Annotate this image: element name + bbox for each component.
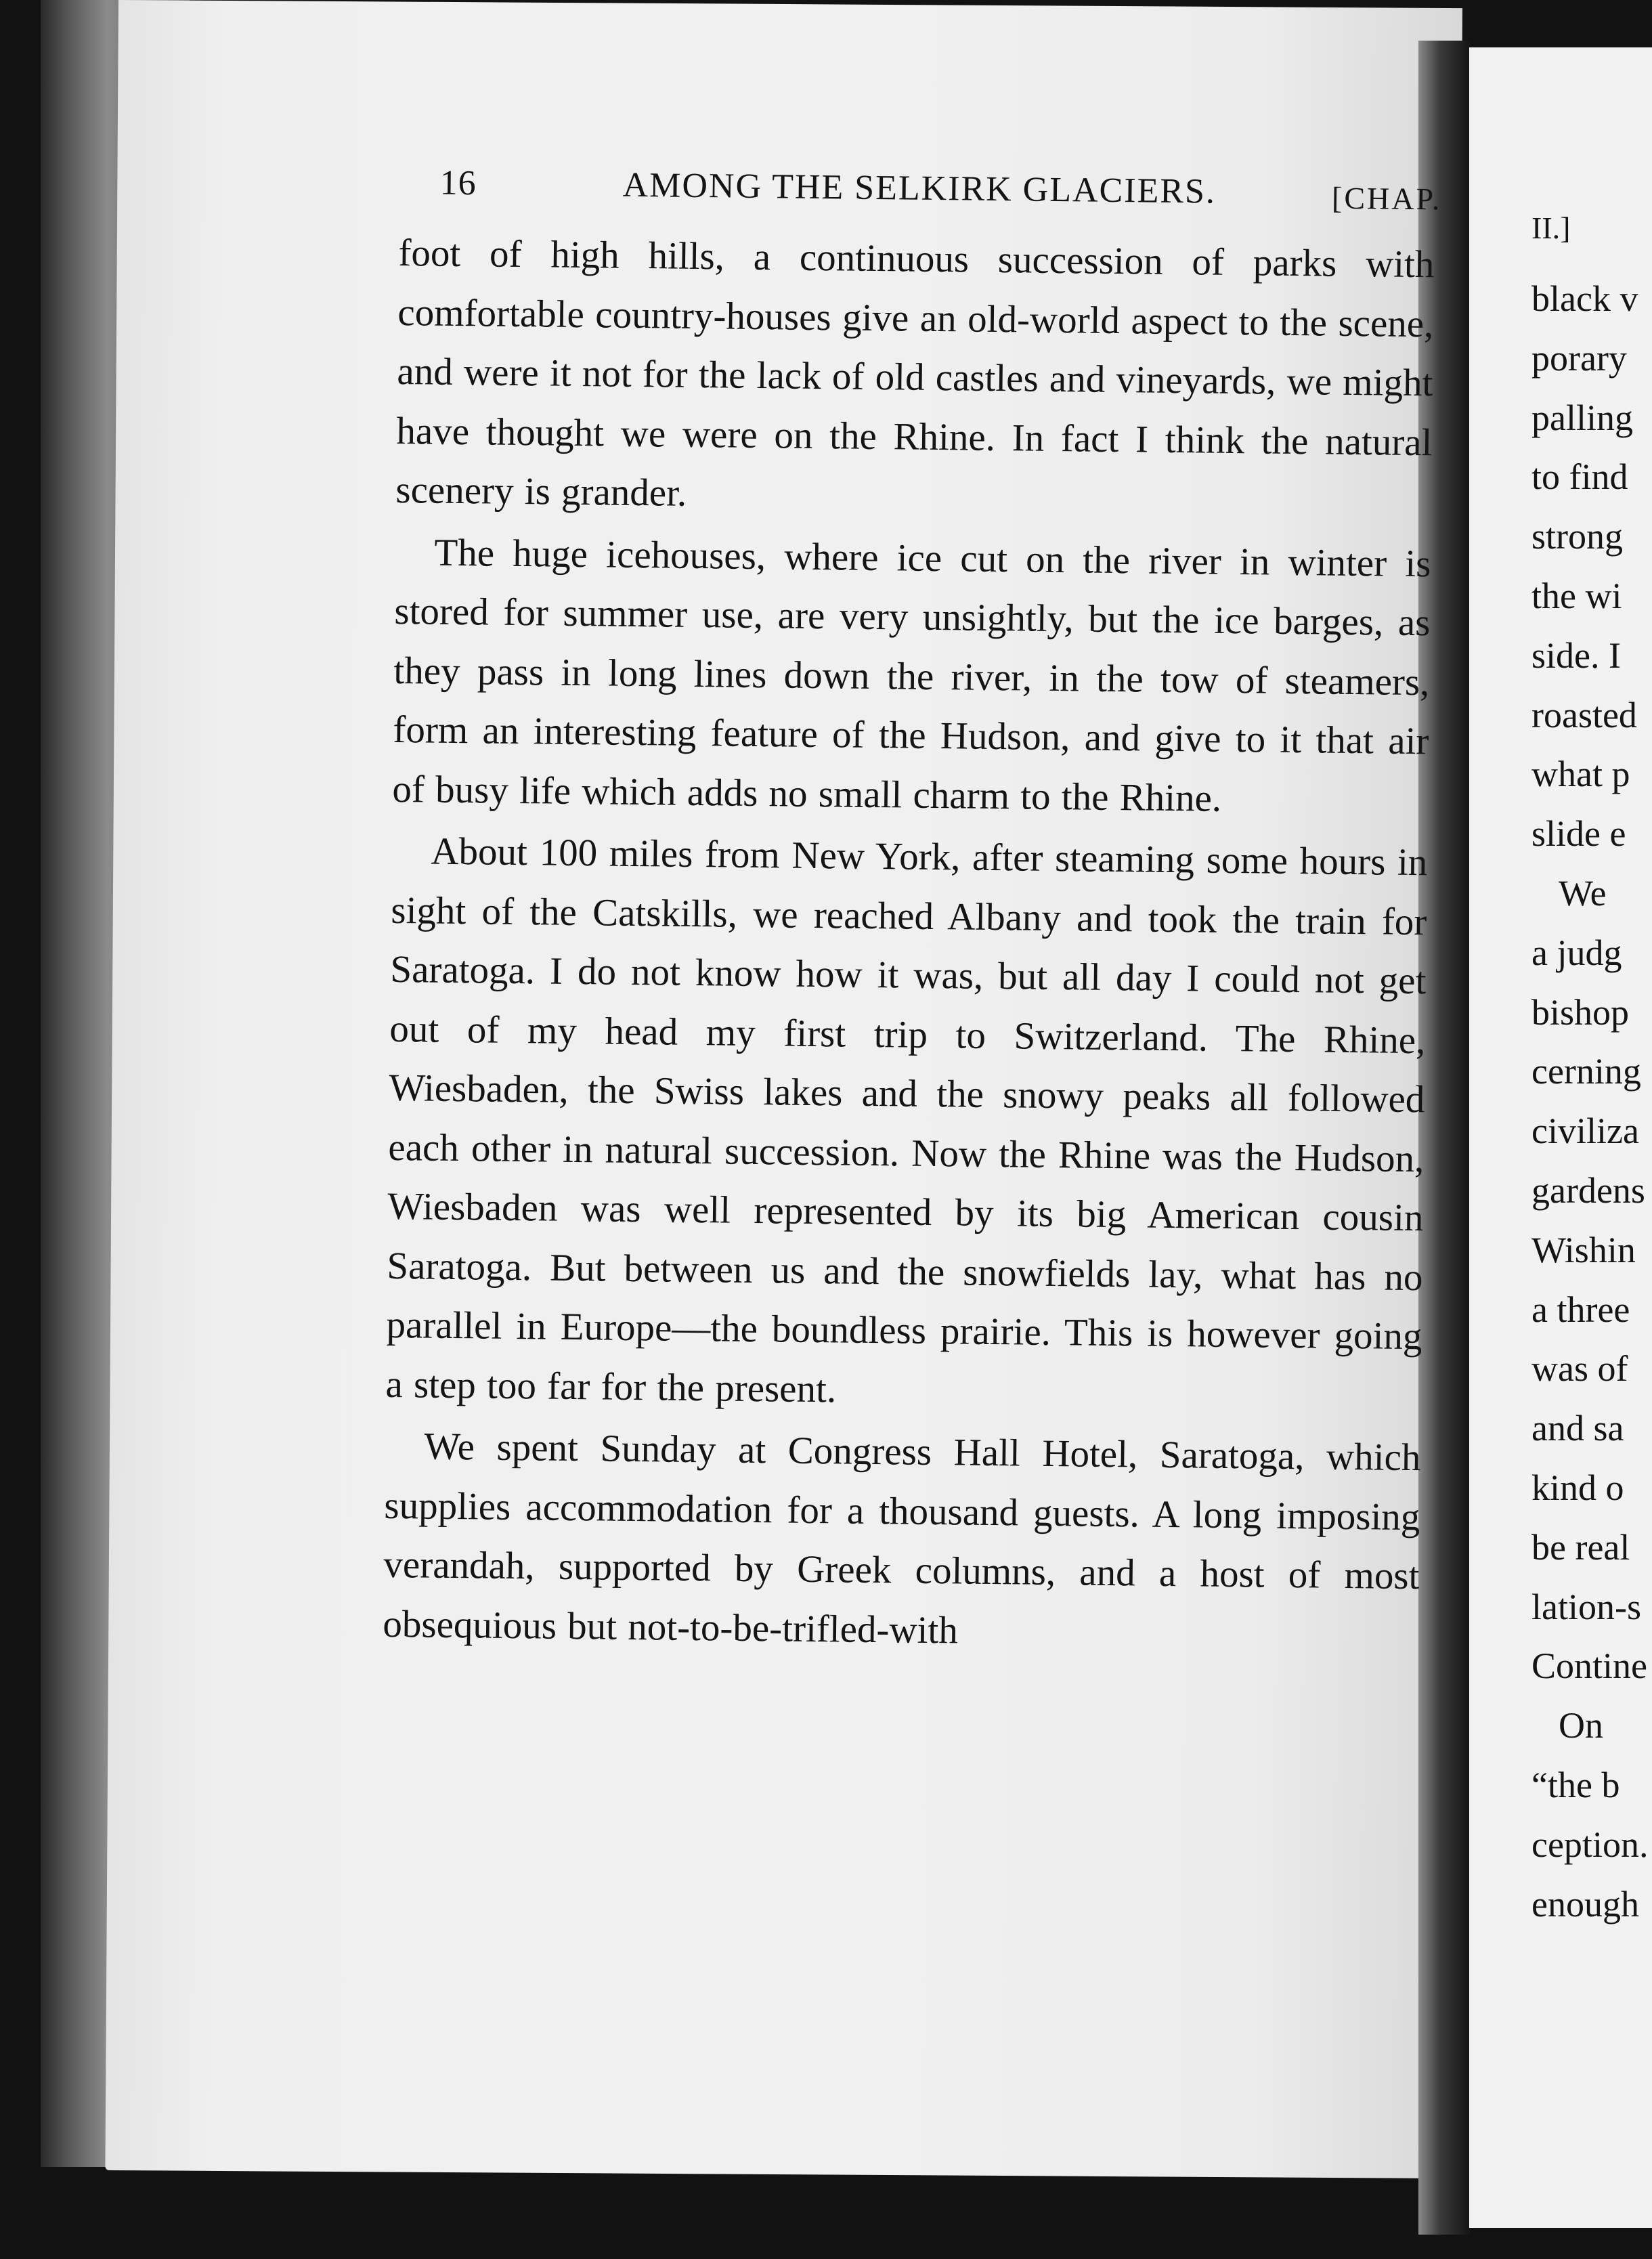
line-fragment: bishop xyxy=(1531,991,1630,1033)
line-fragment: kind o xyxy=(1531,1467,1624,1508)
line-fragment: be real xyxy=(1531,1526,1630,1568)
line-fragment: black v xyxy=(1531,278,1638,319)
paragraph: About 100 miles from New York, after steaming some hours in sight of the Catskills, we reached Albany and took the train for Saratoga. I do not know how it was, but all day I could not get out of my head my first trip to Switzerland. The Rhine, Wiesbaden, the Swiss lakes and the snowy peaks all followed each other in natural succession. Now the Rhine was the Hudson, Wiesbaden was well represented by its big American cousin Saratoga. But between us and the snowfields lay, what has no parallel in Europe—the boundless prairie. This is however going a step too far for the present. xyxy=(385,830,1428,1411)
line-fragment: palling xyxy=(1531,397,1633,438)
line-fragment: lation-s xyxy=(1531,1586,1641,1627)
paragraph: We spent Sunday at Congress Hall Hotel, Saratoga, which supplies accommodation for a thousand guests. A long imposing verandah, supported by Greek columns, and a host of most obsequious but not-to-be-trifled-with xyxy=(383,1425,1421,1652)
line-fragment: gardens xyxy=(1531,1169,1645,1211)
line-fragment: was of xyxy=(1531,1348,1628,1390)
right-page-chapter-marker: II.] xyxy=(1531,211,1571,245)
line-fragment: and sa xyxy=(1531,1408,1624,1449)
running-head xyxy=(399,163,1442,235)
line-fragment: the wi xyxy=(1531,575,1622,616)
line-fragment: “the b xyxy=(1531,1764,1620,1805)
line-fragment: to find xyxy=(1531,456,1628,498)
line-fragment: enough xyxy=(1531,1883,1639,1924)
line-fragment: cerning xyxy=(1531,1051,1641,1092)
line-fragment: a three xyxy=(1531,1289,1630,1330)
right-page-text xyxy=(1531,270,1652,1934)
line-fragment: porary xyxy=(1531,337,1627,379)
line-fragment: side. I xyxy=(1531,634,1621,676)
line-fragment: roasted xyxy=(1531,694,1637,735)
line-fragment: a judg xyxy=(1531,932,1622,973)
line-fragment: We xyxy=(1559,872,1607,913)
line-fragment: what p xyxy=(1531,754,1630,795)
paragraph: foot of high hills, a continuous succession of parks with comfortable country-houses give an old-world aspect to the scene, and were it not for the lack of old castles and vineyards, we might have thought we were on the Rhine. In fact I think the natural scenery is grander. xyxy=(395,231,1435,515)
line-fragment: civiliza xyxy=(1531,1111,1639,1152)
left-page-text xyxy=(383,163,1442,1665)
page-number: 16 xyxy=(439,163,477,203)
line-fragment: slide e xyxy=(1531,813,1626,855)
line-fragment: On xyxy=(1559,1705,1603,1746)
running-head-title: AMONG THE SELKIRK GLACIERS. xyxy=(622,165,1217,211)
line-fragment: strong xyxy=(1531,516,1623,557)
line-fragment: Wishin xyxy=(1531,1229,1636,1270)
line-fragment: ception. xyxy=(1531,1824,1649,1865)
paragraph: The huge icehouses, where ice cut on the river in winter is stored for summer use, are very unsightly, but the ice barges, as they pass in long lines down the river, in the tow of steamers, form an interesting feature of the Hudson, and give to it that air of busy life which adds no small charm to the Rhine. xyxy=(392,531,1431,820)
chapter-marker: [CHAP. xyxy=(1331,180,1442,217)
line-fragment: Contine xyxy=(1531,1645,1647,1687)
